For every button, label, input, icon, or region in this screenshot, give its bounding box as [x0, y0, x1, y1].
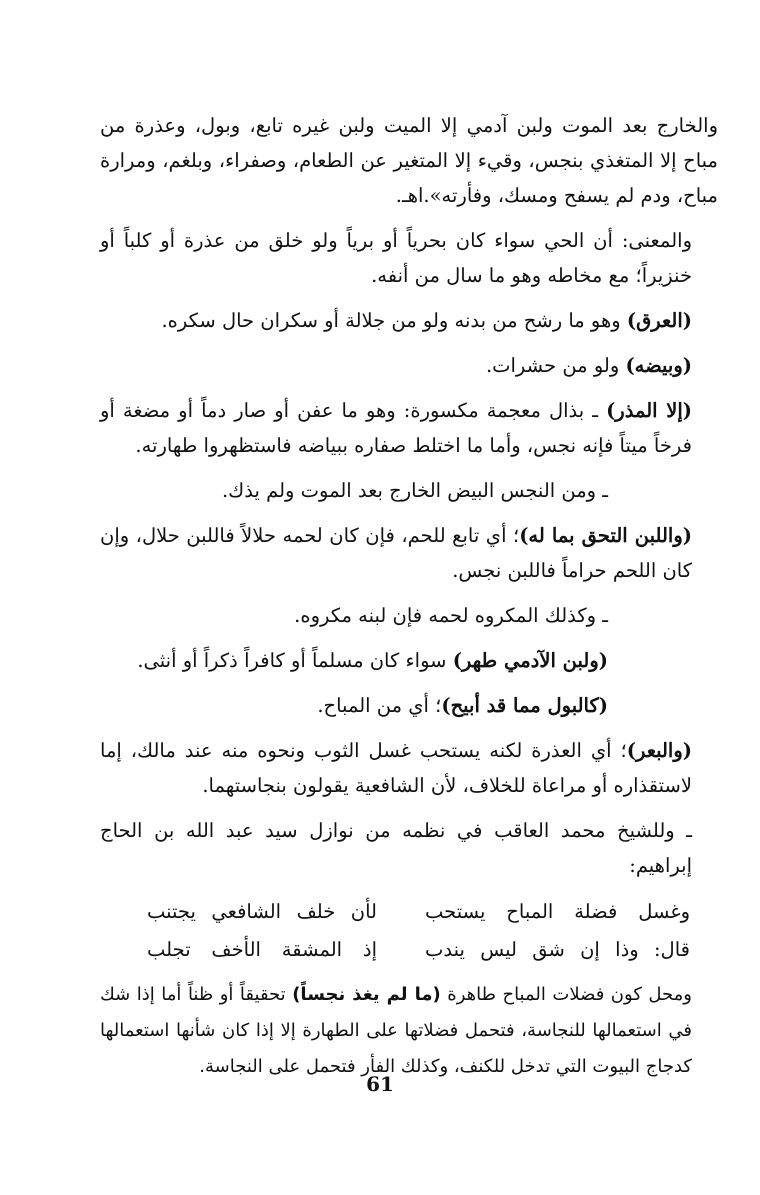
poem-verse-2-second-half: إذ المشقة الأخف تجلب — [147, 938, 377, 961]
paragraph-12-text: ـ وللشيخ محمد العاقب في نظمه من نوازل سيد عبد الله بن الحاج إبراهيم: — [100, 819, 692, 877]
paragraph-11-text: ؛ أي العذرة لكنه يستحب غسل الثوب ونحوه منه عند مالك، إما لاستقذاره أو مراعاة للخلاف، لأن الشافعية يقولون بنجاستهما. — [100, 739, 692, 797]
term-urine: (كالبول مما قد أبيح) — [441, 694, 608, 717]
term-dung: (والبعر) — [626, 739, 692, 762]
paragraph-6-text: ـ ومن النجس البيض الخارج بعد الموت ولم يذك. — [221, 479, 608, 502]
paragraph-9-text: سواء كان مسلماً أو كافراً ذكراً أو أنثى. — [137, 649, 453, 672]
paragraph-2 — [100, 223, 718, 293]
paragraph-1 — [100, 108, 718, 213]
paragraph-6 — [100, 473, 718, 508]
paragraph-5 — [100, 393, 718, 463]
paragraph-12 — [100, 813, 718, 883]
paragraph-4 — [100, 348, 718, 383]
term-eggs: (وبيضه) — [625, 354, 692, 377]
term-milk: (واللبن التحق بما له) — [519, 524, 692, 547]
term-spoiled: (إلا المذر) — [606, 399, 692, 422]
paragraph-1-text: والخارج بعد الموت ولبن آدمي إلا الميت ولبن غيره تابع، وبول، وعذرة من مباح إلا المتغذي بنجس، وقيء إلا المتغير عن الطعام، وصفراء، وبلغم، ومرارة مباح، ودم لم يسفح ومسك، وفأرته».اهـ. — [100, 114, 718, 207]
poem-verse-2 — [100, 931, 690, 969]
paragraph-9 — [100, 643, 718, 678]
paragraph-10 — [100, 688, 718, 723]
paragraph-13 — [100, 977, 718, 1085]
poem-verse-1 — [100, 893, 690, 931]
poem-verse-1-second-half: لأن خلف الشافعي يجتنب — [147, 900, 377, 923]
poem-verse-1-first-half: وغسل فضلة المباح يستحب — [425, 900, 690, 923]
term-human-milk: (ولبن الآدمي طهر) — [452, 649, 608, 672]
paragraph-3-text: وهو ما رشح من بدنه ولو من جلالة أو سكران حال سكره. — [161, 309, 627, 332]
paragraph-13-text-end: تحقيقاً أو ظناً أما إذا شك في استعمالها للنجاسة، فتحمل فضلاتها على الطهارة إلا إذا كان شأنها استعمالها كدجاج البيوت التي تدخل للكنف، وكذلك الفأر فتحمل على النجاسة. — [100, 984, 692, 1077]
page-body — [100, 108, 718, 1095]
paragraph-2-text: والمعنى: أن الحي سواء كان بحرياً أو برياً ولو خلق من عذرة أو كلباً أو خنزيراً؛ مع مخاطه وهو ما سال من أنفه. — [100, 229, 692, 287]
paragraph-10-text: ؛ أي من المباح. — [317, 694, 442, 717]
poem-verse-2-first-half: قال: وذا إن شق ليس يندب — [425, 938, 690, 961]
poem — [100, 893, 718, 969]
page-number: 61 — [366, 1072, 394, 1096]
term-not-fed-impure: (ما لم يغذ نجساً) — [292, 984, 441, 1005]
paragraph-5-text: ـ بذال معجمة مكسورة: وهو ما عفن أو صار دماً أو مضغة أو فرخاً ميتاً فإنه نجس، وأما ما اختلط صفاره ببياضه فاستظهروا طهارته. — [100, 399, 692, 457]
paragraph-11 — [100, 733, 718, 803]
paragraph-3 — [100, 303, 718, 338]
paragraph-7 — [100, 518, 718, 588]
term-sweat: (العرق) — [626, 309, 692, 332]
paragraph-8 — [100, 598, 718, 633]
paragraph-8-text: ـ وكذلك المكروه لحمه فإن لبنه مكروه. — [294, 604, 608, 627]
paragraph-13-text-start: ومحل كون فضلات المباح طاهرة — [440, 984, 693, 1005]
paragraph-7-text: ؛ أي تابع للحم، فإن كان لحمه حلالاً فاللبن حلال، وإن كان اللحم حراماً فاللبن نجس. — [100, 524, 692, 582]
paragraph-4-text: ولو من حشرات. — [485, 354, 626, 377]
